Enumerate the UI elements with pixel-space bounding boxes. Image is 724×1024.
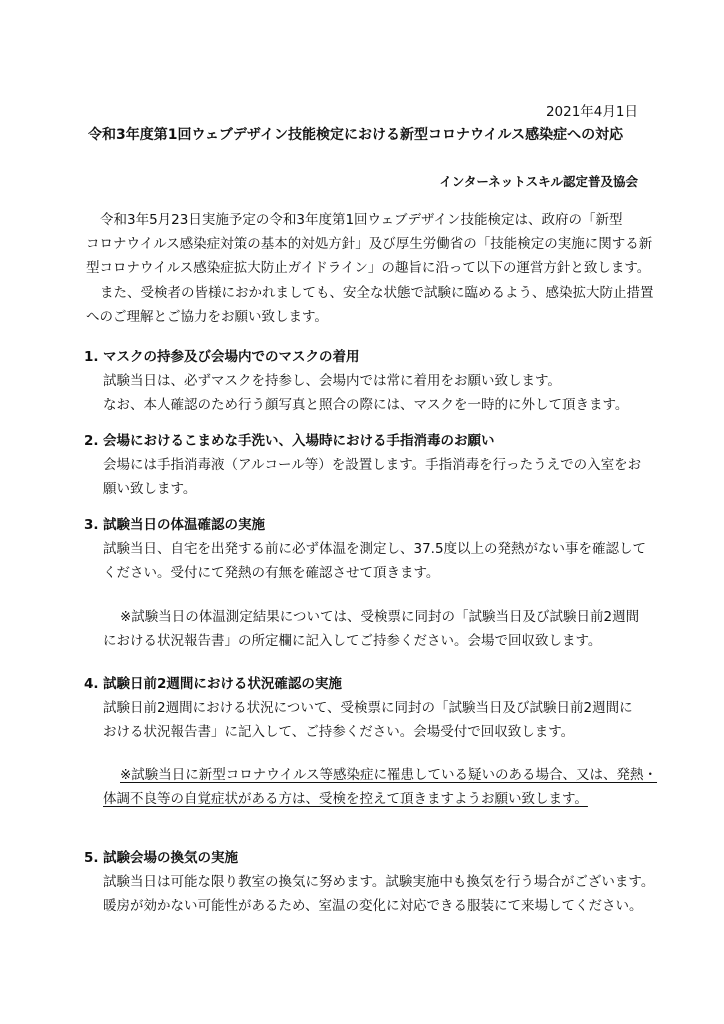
section-heading: 試験当日の体温確認の実施 xyxy=(103,517,265,533)
document-date: 2021年4月1日 xyxy=(545,104,638,120)
section-line: 試験当日、自宅を出発する前に必ず体温を測定し、37.5度以上の発熱がない事を確認して xyxy=(103,541,647,557)
document-title: 令和3年度第1回ウェブデザイン技能検定における新型コロナウイルス感染症への対応 xyxy=(88,127,624,143)
section-number: 5. xyxy=(84,850,99,866)
section-line: ください。受付にて発熱の有無を確認させて頂きます。 xyxy=(103,565,440,581)
section-note-line: 体調不良等の自覚症状がある方は、受検を控えて頂きますようお願い致します。 xyxy=(103,791,588,807)
section-line: なお、本人確認のため行う顔写真と照合の際には、マスクを一時的に外して頂きます。 xyxy=(103,397,629,413)
intro-line: 令和3年5月23日実施予定の令和3年度第1回ウェブデザイン技能検定は、政府の「新型 xyxy=(100,212,623,228)
section-number: 2. xyxy=(84,433,99,449)
section-line: 暖房が効かない可能性があるため、室温の変化に対応できる服装にて来場してください。 xyxy=(103,898,643,914)
intro-line: 型コロナウイルス感染症拡大防止ガイドライン」の趣旨に沿って以下の運営方針と致します。 xyxy=(86,260,651,276)
section-line: 試験日前2週間における状況について、受検票に同封の「試験当日及び試験日前2週間に xyxy=(103,700,633,716)
section-note-line: における状況報告書」の所定欄に記入してご持参ください。会場で回収致します。 xyxy=(103,633,602,649)
section-heading: 試験日前2週間における状況確認の実施 xyxy=(103,676,342,692)
intro-line: コロナウイルス感染症対策の基本的対処方針」及び厚生労働省の「技能検定の実施に関する新 xyxy=(86,236,653,252)
section-heading: 会場におけるこまめな手洗い、入場時における手指消毒のお願い xyxy=(103,433,495,449)
section-line: 試験当日は、必ずマスクを持参し、会場内では常に着用をお願い致します。 xyxy=(103,373,561,389)
section-line: 願い致します。 xyxy=(103,481,197,497)
section-heading: 試験会場の換気の実施 xyxy=(103,850,238,866)
section-line: 会場には手指消毒液（アルコール等）を設置します。手指消毒を行ったうえでの入室をお xyxy=(103,457,642,473)
section-note-line: ※試験当日に新型コロナウイルス等感染症に罹患している疑いのある場合、又は、発熱・ xyxy=(120,767,658,783)
section-number: 4. xyxy=(84,676,99,692)
section-line: 試験当日は可能な限り教室の換気に努めます。試験実施中も換気を行う場合がございます。 xyxy=(103,874,655,890)
section-heading: マスクの持参及び会場内でのマスクの着用 xyxy=(103,349,360,365)
section-number: 1. xyxy=(84,349,99,365)
intro-line: へのご理解とご協力をお願い致します。 xyxy=(86,309,328,325)
organization-name: インターネットスキル認定普及協会 xyxy=(439,174,638,189)
section-number: 3. xyxy=(84,517,99,533)
section-note-line: ※試験当日の体温測定結果については、受検票に同封の「試験当日及び試験日前2週間 xyxy=(120,609,640,625)
intro-line: また、受検者の皆様におかれましても、安全な状態で試験に臨めるよう、感染拡大防止措置 xyxy=(100,285,654,301)
section-line: おける状況報告書」に記入して、ご持参ください。会場受付で回収致します。 xyxy=(103,724,575,740)
